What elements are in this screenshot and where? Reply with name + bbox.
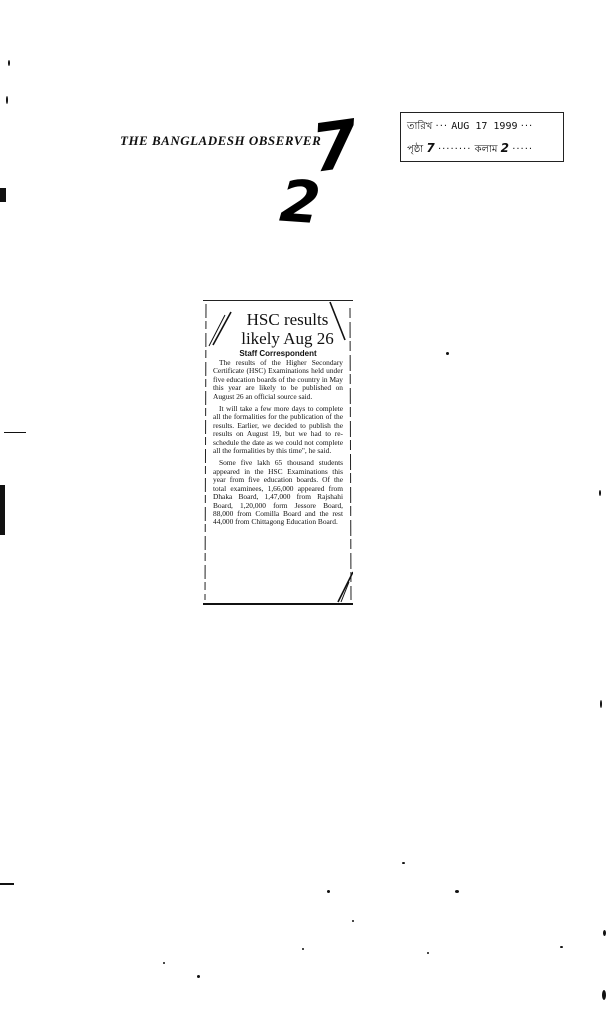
archive-stamp	[400, 112, 564, 162]
stamp-page-value: 7	[426, 141, 435, 155]
scan-speck	[8, 60, 10, 66]
article-paragraph-1: The results of the Higher Secondary Certificate (HSC) Examinations held under five education boards of the country in May this year are likely to be published on August 26 an official source said.	[213, 358, 343, 401]
news-clipping	[203, 300, 353, 605]
scan-speck	[599, 490, 601, 496]
scan-speck	[197, 975, 200, 978]
stamp-page-row: পৃষ্ঠা 7 ········ কলাম 2 ·····	[407, 141, 534, 155]
handwritten-mark-middle: 2	[277, 166, 323, 238]
stamp-column-value: 2	[500, 141, 510, 155]
handwritten-mark-top: 7	[306, 105, 364, 188]
article-byline: Staff Correspondent	[239, 349, 317, 358]
stamp-page-label: পৃষ্ঠা	[407, 144, 424, 155]
scan-speck	[427, 952, 429, 954]
headline-line-2: likely Aug 26	[241, 329, 334, 348]
article-headline	[225, 310, 350, 348]
scan-edge-mark	[0, 883, 14, 885]
scan-edge-mark	[4, 432, 26, 433]
stamp-date-value: AUG 17 1999	[451, 121, 518, 132]
scan-speck	[446, 352, 449, 355]
scan-speck	[603, 930, 606, 936]
stamp-date-label: তারিখ	[407, 121, 433, 132]
scan-speck	[163, 962, 165, 964]
scan-edge-mark	[0, 485, 5, 535]
scan-speck	[402, 862, 405, 864]
stamp-column-label: কলাম	[474, 144, 498, 155]
scan-speck	[560, 946, 563, 948]
scan-speck	[455, 890, 459, 893]
scan-speck	[352, 920, 354, 922]
newspaper-name: THE BANGLADESH OBSERVER	[120, 133, 322, 148]
scan-speck	[600, 700, 602, 708]
scan-speck	[327, 890, 330, 893]
headline-line-1: HSC results	[246, 310, 329, 329]
scan-speck	[302, 948, 304, 950]
scan-speck	[602, 990, 606, 1000]
article-paragraph-2: It will take a few more days to complete all the formalities for the publication of the results. Earlier, we decided to publish the results on August 19, but we had to re-schedule the date as we could not complete all the formalities by this time", he said.	[213, 404, 343, 456]
article-body	[213, 359, 343, 531]
stamp-date-row: তারিখ ··· AUG 17 1999 ···	[407, 121, 534, 132]
article-paragraph-3: Some five lakh 65 thousand students appeared in the HSC Examinations this year from five education boards. Of the total examinees, 1,66,000 appeared from Dhaka Board, 1,47,000 from Rajshahi Board, 1,20,000 form Jessore Board, 88,000 from Comilla Board and the rest 44,000 from Chittagong Education Board.	[213, 458, 343, 527]
scan-edge-mark	[0, 188, 6, 202]
scan-speck	[6, 96, 8, 104]
